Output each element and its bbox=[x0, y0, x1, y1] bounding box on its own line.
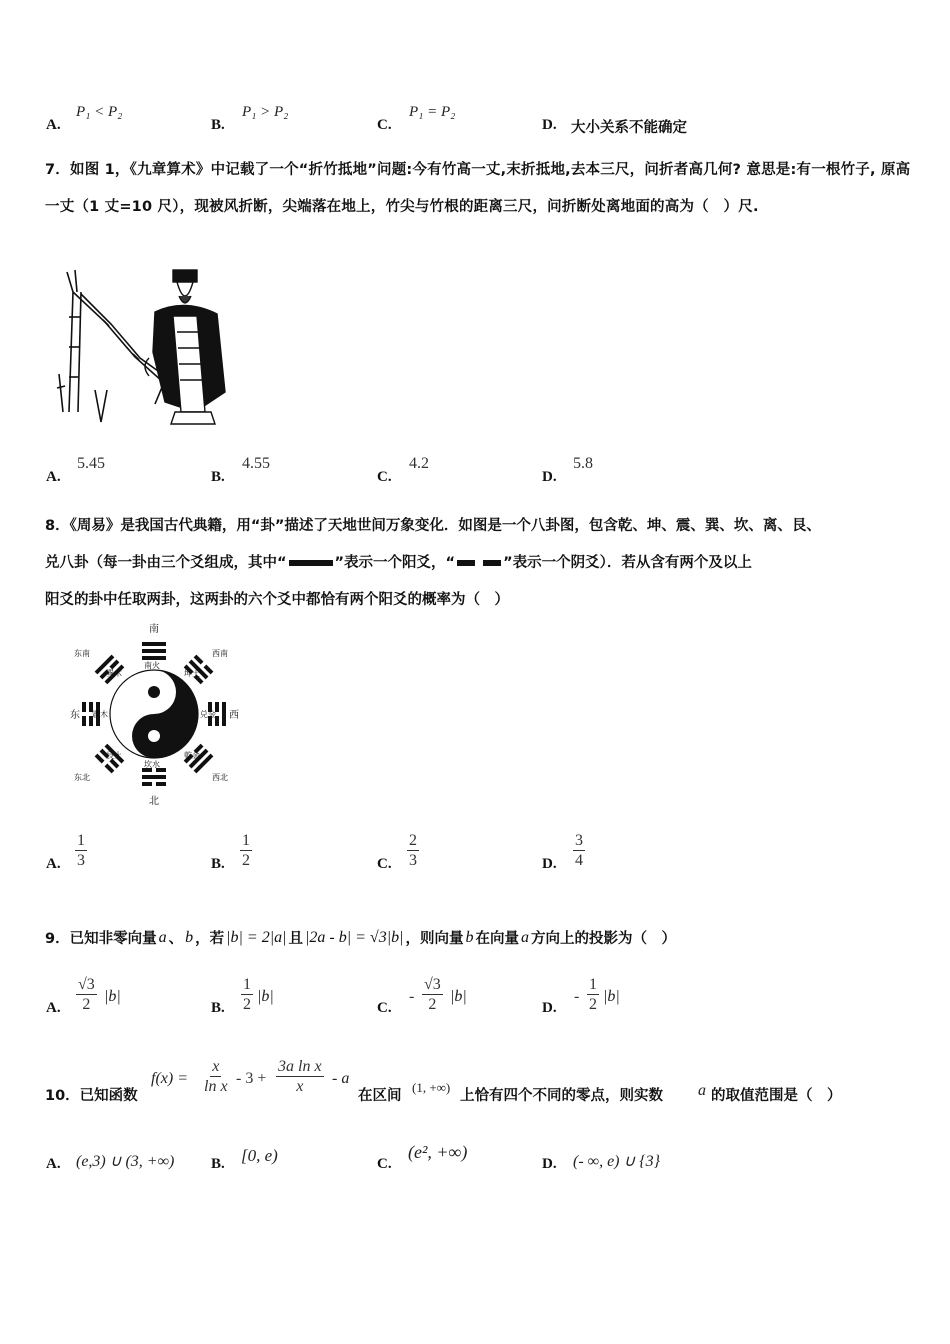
q9-p5: 在向量 bbox=[475, 931, 519, 947]
q6-option-c-expr: P₁ = P₂ bbox=[409, 104, 456, 120]
q9-var-a: a bbox=[158, 928, 167, 946]
q9-option-d-fraction: $\frac{1}{2}$ bbox=[589, 976, 597, 1013]
q9-p1: 9．已知非零向量 bbox=[45, 931, 157, 947]
q6-option-a-expr: P₁ < P₂ bbox=[76, 104, 123, 120]
q10-frac1: $\frac{x}{\text{ln x}}$ bbox=[204, 1058, 228, 1095]
q10-option-d-label: D. bbox=[542, 1156, 557, 1172]
q8-option-b-fraction: $\frac{1}{2}$ bbox=[242, 832, 250, 869]
q10-frac2: $\frac{\text{3a ln x}}{x}$ bbox=[278, 1058, 322, 1095]
q10-option-a-label: A. bbox=[46, 1156, 61, 1172]
q9-option-c-tail: |b| bbox=[450, 988, 467, 1005]
q10-tail: - a bbox=[332, 1070, 350, 1087]
inner-sw: 坤土 bbox=[184, 669, 200, 678]
q9-option-c-label: C. bbox=[377, 1000, 392, 1016]
q6-option-d-text: 大小关系不能确定 bbox=[571, 120, 687, 136]
q8-option-c-fraction: $\frac{2}{3}$ bbox=[409, 832, 417, 869]
q7-option-a-value: 5.45 bbox=[77, 455, 105, 472]
q6-option-d-label: D. bbox=[542, 117, 557, 133]
q7-option-b-value: 4.55 bbox=[242, 455, 270, 472]
inner-nw: 乾金 bbox=[184, 751, 200, 760]
q7-option-b-label: B. bbox=[211, 469, 225, 485]
q9-cond2: |2a - b| = √3|b| bbox=[304, 928, 404, 946]
q7-option-c-label: C. bbox=[377, 469, 392, 485]
q8-line2-c: ”表示一个阴爻）．若从含有两个及以上 bbox=[503, 555, 752, 571]
q10-option-b-label: B. bbox=[211, 1156, 225, 1172]
q8-option-d-label: D. bbox=[542, 856, 557, 872]
q10-option-a-value: (e,3) ∪ (3, +∞) bbox=[76, 1153, 175, 1170]
q9-var-b: b bbox=[185, 928, 194, 946]
q9-var-b-2: b bbox=[465, 928, 474, 946]
bagua-diagram bbox=[70, 622, 250, 806]
q9-p4: ，则向量 bbox=[405, 931, 464, 947]
q8-line3: 阳爻的卦中任取两卦，这两卦的六个爻中都恰有两个阳爻的概率为（ ） bbox=[45, 592, 509, 608]
dir-east: 东 bbox=[70, 710, 80, 721]
q6-option-b-label: B. bbox=[211, 117, 225, 133]
q10-p4: 的取值范围是（ ） bbox=[711, 1088, 842, 1104]
dir-southwest: 西南 bbox=[212, 649, 228, 658]
q9-option-a-tail: |b| bbox=[104, 988, 121, 1005]
q8-line2-b: ”表示一个阳爻，“ bbox=[334, 555, 456, 571]
q7-option-d-label: D. bbox=[542, 469, 557, 485]
q7-option-c-value: 4.2 bbox=[409, 455, 429, 472]
q8-option-b-label: B. bbox=[211, 856, 225, 872]
q9-p2: ，若 bbox=[195, 931, 225, 947]
q10-p3: 上恰有四个不同的零点，则实数 bbox=[460, 1088, 663, 1104]
q6-option-a-label: A. bbox=[46, 117, 61, 133]
q9-cond1: |b| = 2|a| bbox=[226, 928, 287, 946]
q9-option-d-tail: |b| bbox=[603, 988, 620, 1005]
yin-line-icon bbox=[457, 560, 501, 566]
dir-northeast: 东北 bbox=[74, 773, 90, 782]
q9-option-b-fraction: $\frac{1}{2}$ bbox=[243, 976, 251, 1013]
q10-p1: 10．已知函数 bbox=[45, 1088, 138, 1104]
inner-north: 坎水 bbox=[144, 760, 160, 769]
inner-south: 南火 bbox=[144, 661, 160, 670]
q9-option-a-fraction: $\frac{√3}{2}$ bbox=[78, 976, 95, 1013]
q9-option-d-label: D. bbox=[542, 1000, 557, 1016]
q10-p2: 在区间 bbox=[358, 1088, 402, 1104]
q8-option-a-label: A. bbox=[46, 856, 61, 872]
q10-interval: (1, +∞) bbox=[412, 1080, 451, 1095]
yang-line-icon bbox=[289, 560, 333, 566]
q9-p6: 方向上的投影为（ ） bbox=[530, 931, 676, 947]
q8-option-c-label: C. bbox=[377, 856, 392, 872]
q9-option-d-sign: - bbox=[574, 988, 580, 1005]
q8-line2 bbox=[45, 551, 752, 572]
dir-northwest: 西北 bbox=[212, 773, 228, 782]
q10-option-b-value: [0, e) bbox=[241, 1146, 278, 1165]
q9-option-b-label: B. bbox=[211, 1000, 225, 1016]
q9-option-c-fraction: $\frac{√3}{2}$ bbox=[424, 976, 441, 1013]
q9-option-b-tail: |b| bbox=[257, 988, 274, 1005]
inner-east: 震木 bbox=[92, 710, 108, 719]
q9-sep: 、 bbox=[168, 931, 184, 947]
q7-question-text: 7．如图 1，《九章算术》中记载了一个“折竹抵地”问题:今有竹高一丈,末折抵地,去本三尺，问折者高几何? 意思是:有一根竹子, 原高一丈（1 丈=10 尺），现被风折断，尖端落在地上，竹尖与竹根的距离三尺，问折断处离地面的高为（ ）尺. bbox=[45, 162, 911, 215]
q8-option-d-fraction: $\frac{3}{4}$ bbox=[575, 832, 583, 869]
q9-var-a-2: a bbox=[520, 928, 529, 946]
q8-line2-a: 兑八卦（每一卦由三个爻组成，其中“ bbox=[45, 555, 287, 571]
q10-option-d-value: (- ∞, e) ∪ {3} bbox=[573, 1153, 660, 1170]
q10-mid: - 3 + bbox=[236, 1070, 267, 1087]
q8-line1: 8．《周易》是我国古代典籍，用“卦”描述了天地世间万象变化．如图是一个八卦图，包含乾、坤、震、巽、坎、离、艮、 bbox=[45, 518, 821, 534]
q9-option-c-sign: - bbox=[409, 988, 415, 1005]
q9-question-line bbox=[45, 927, 676, 948]
q10-option-c-value: (e², +∞) bbox=[408, 1142, 468, 1162]
dir-southeast: 东南 bbox=[74, 649, 90, 658]
q10-option-c-label: C. bbox=[377, 1156, 392, 1172]
bamboo-sage-illustration bbox=[45, 262, 240, 432]
q7-option-a-label: A. bbox=[46, 469, 61, 485]
q6-option-b-expr: P₁ > P₂ bbox=[242, 104, 289, 120]
inner-west: 兑金 bbox=[200, 710, 216, 719]
inner-ne: 艮土 bbox=[106, 751, 122, 760]
q6-option-c-label: C. bbox=[377, 117, 392, 133]
q7-option-d-value: 5.8 bbox=[573, 455, 593, 472]
dir-south: 南 bbox=[149, 624, 159, 635]
q10-fx: f(x) = bbox=[151, 1070, 188, 1087]
q8-option-a-fraction: $\frac{1}{3}$ bbox=[77, 832, 85, 869]
dir-west: 西 bbox=[229, 710, 239, 721]
dir-north: 北 bbox=[149, 796, 159, 806]
q9-option-a-label: A. bbox=[46, 1000, 61, 1016]
inner-se: 巽木 bbox=[106, 669, 122, 678]
q10-var: a bbox=[698, 1082, 706, 1099]
q9-p3: 且 bbox=[288, 931, 303, 947]
